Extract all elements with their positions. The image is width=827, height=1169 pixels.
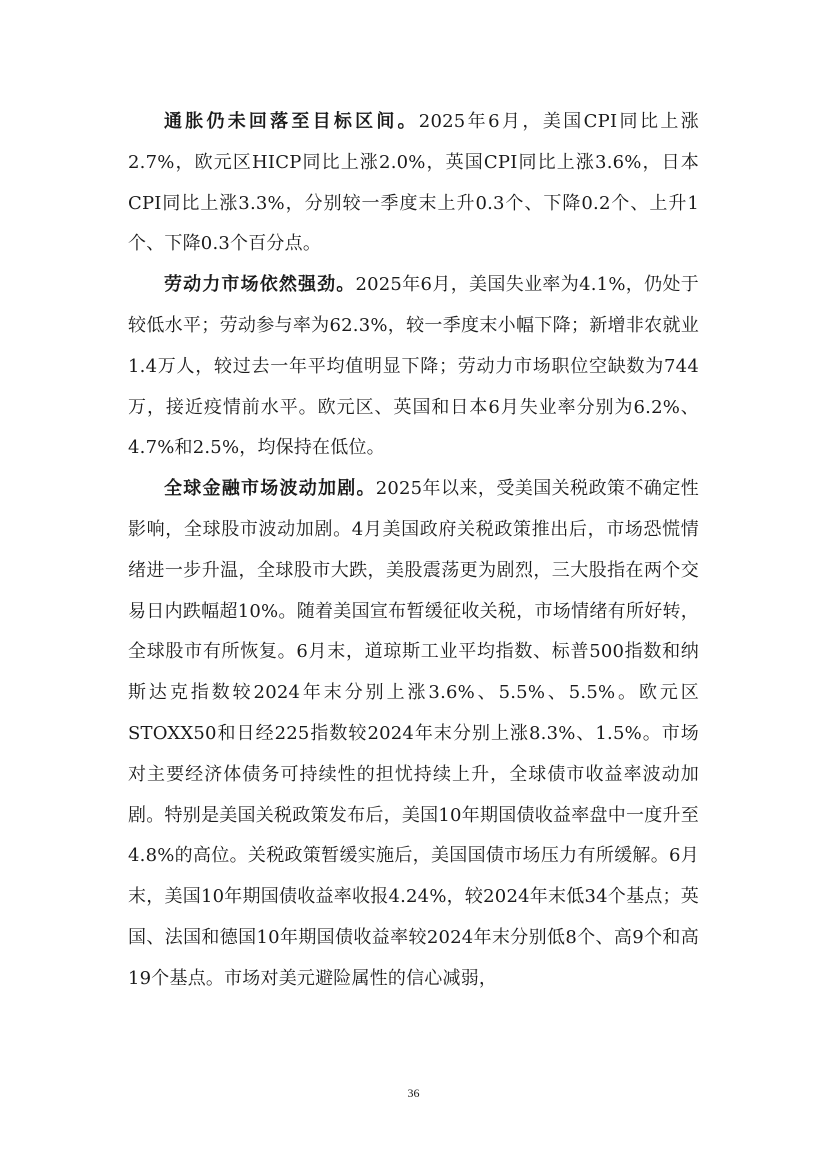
page-number: 36	[407, 1086, 420, 1100]
paragraph-labor-market	[128, 265, 699, 469]
paragraph-financial-markets	[128, 469, 699, 999]
paragraph-text: 2025年6月，美国CPI同比上涨2.7%，欧元区HICP同比上涨2.0%，英国CPI同比上涨3.6%，日本CPI同比上涨3.3%，分别较一季度末上升0.3个、下降0.2个、上升1个、下降0.3个百分点。	[128, 111, 700, 255]
paragraph-text: 2025年以来，受美国关税政策不确定性影响，全球股市波动加剧。4月美国政府关税政策推出后，市场恐慌情绪进一步升温，全球股市大跌，美股震荡更为剧烈，三大股指在两个交易日内跌幅超10%。随着美国宣布暂缓征收关税，市场情绪有所好转，全球股市有所恢复。6月末，道琼斯工业平均指数、标普500指数和纳斯达克指数较2024年末分别上涨3.6%、5.5%、5.5%。欧元区STOXX50和日经225指数较2024年末分别上涨8.3%、1.5%。市场对主要经济体债务可持续性的担忧持续上升，全球债市收益率波动加剧。特别是美国关税政策发布后，美国10年期国债收益率盘中一度升至4.8%的高位。关税政策暂缓实施后，美国国债市场压力有所缓解。6月末，美国10年期国债收益率收报4.24%，较2024年末低34个基点；英国、法国和德国10年期国债收益率较2024年末分别低8个、高9个和高19个基点。市场对美元避险属性的信心减弱，	[128, 478, 699, 989]
paragraph-text: 2025年6月，美国失业率为4.1%，仍处于较低水平；劳动参与率为62.3%，较一季度末小幅下降；新增非农就业1.4万人，较过去一年平均值明显下降；劳动力市场职位空缺数为744万，接近疫情前水平。欧元区、英国和日本6月失业率分别为6.2%、4.7%和2.5%，均保持在低位。	[128, 274, 700, 459]
paragraph-heading: 通胀仍未回落至目标区间。	[164, 111, 419, 132]
paragraph-heading: 劳动力市场依然强劲。	[164, 274, 356, 296]
paragraph-heading: 全球金融市场波动加剧。	[164, 478, 376, 500]
document-body	[128, 102, 699, 1000]
paragraph-inflation	[128, 102, 699, 265]
